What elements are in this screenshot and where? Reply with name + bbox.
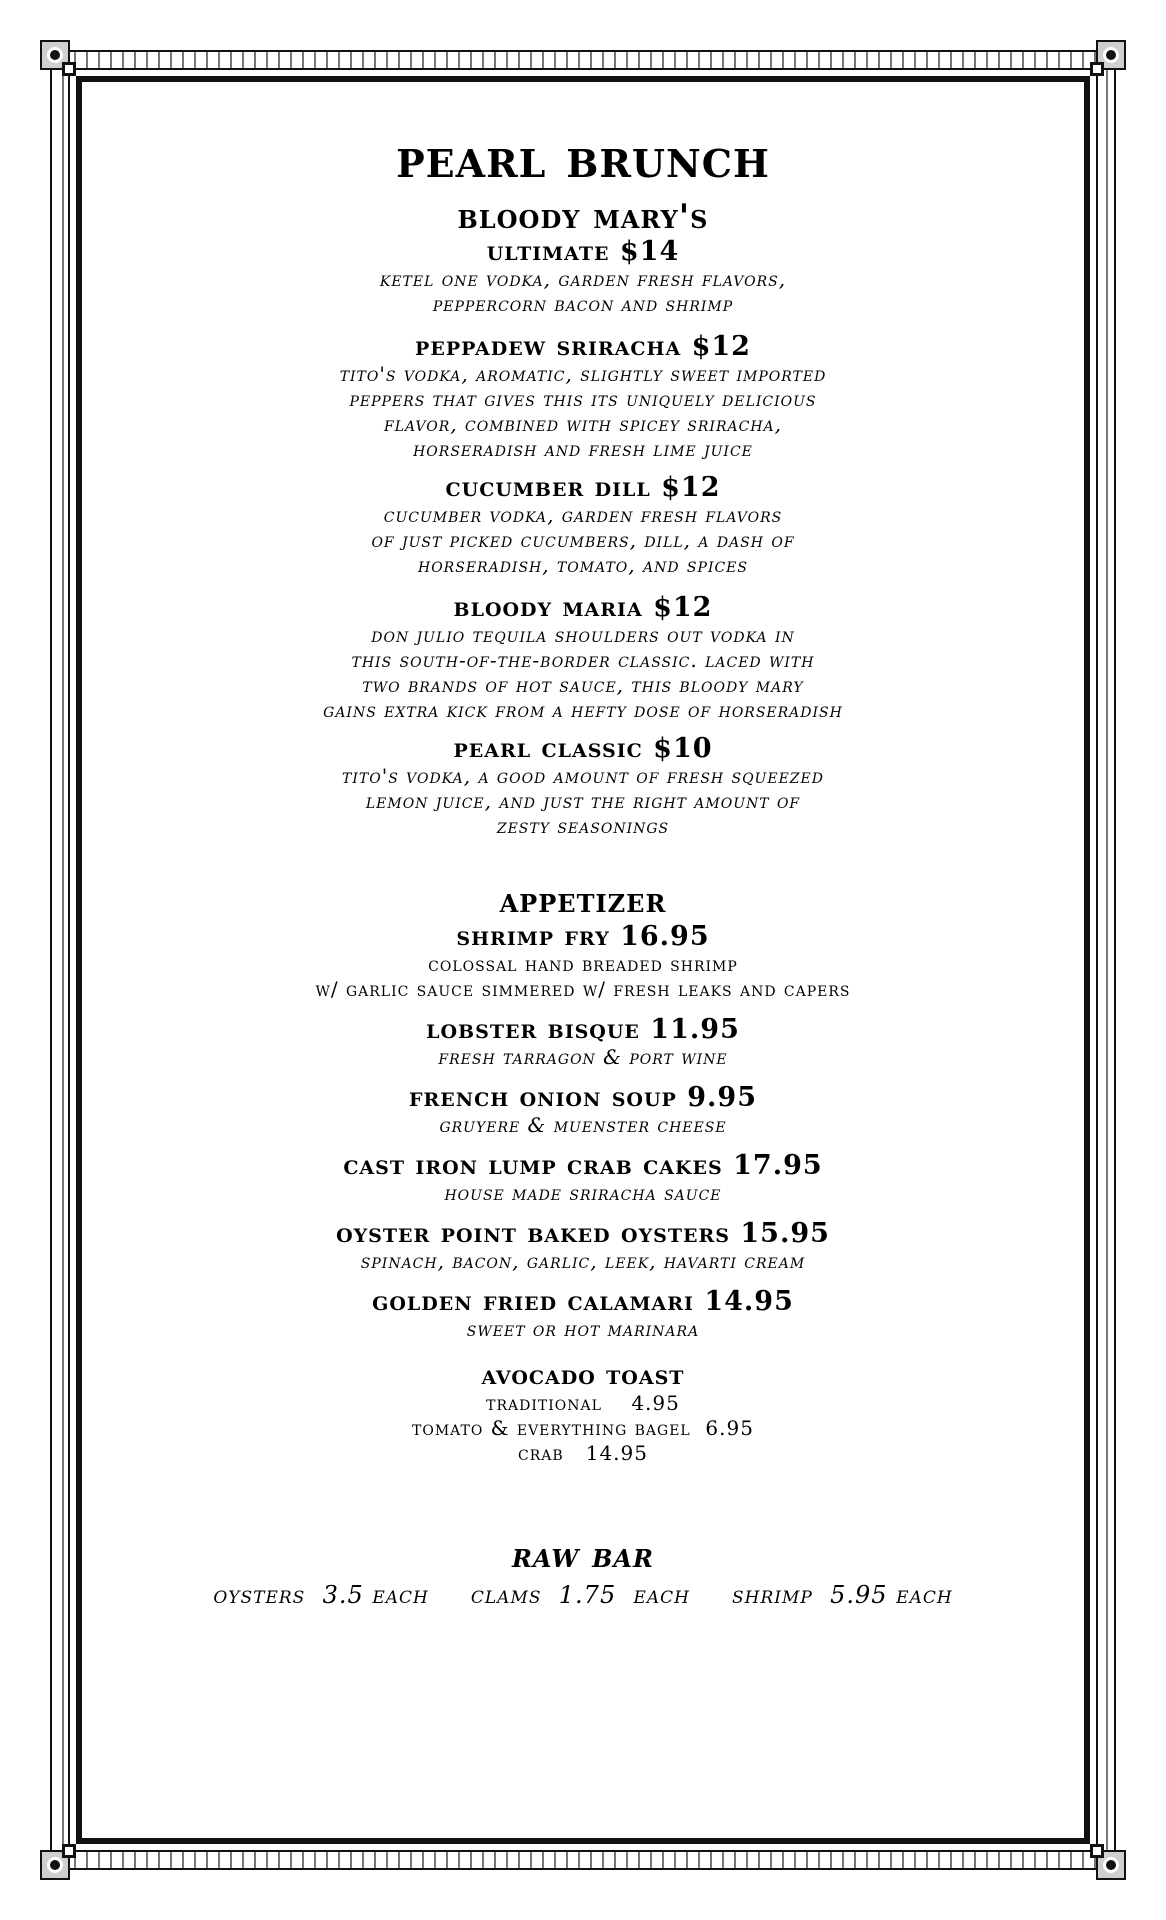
menu-item xyxy=(100,472,1066,578)
bloody-marys-section xyxy=(100,196,1066,840)
menu-item xyxy=(100,921,1066,1002)
menu-item-description-line: sweet or hot marinara xyxy=(466,1316,700,1341)
menu-item-description-line: fresh tarragon & port wine xyxy=(438,1044,728,1069)
menu-item-description-line: gruyere & muenster cheese xyxy=(439,1112,727,1137)
section-heading-raw-bar: raw bar xyxy=(511,1536,654,1577)
menu-item-description-line: flavor, combined with spicey sriracha, xyxy=(383,412,782,437)
menu-item xyxy=(100,1014,1066,1070)
appetizer-section xyxy=(100,883,1066,1466)
menu-item-name: oyster point baked oysters 15.95 xyxy=(336,1217,830,1249)
menu-item-name: pearl classic $10 xyxy=(453,733,713,765)
menu-item-option-line: traditional 4.95 xyxy=(486,1391,680,1416)
section-heading-appetizer: appetizer xyxy=(499,881,667,922)
raw-bar-item-clams: clams 1.75 each xyxy=(470,1581,690,1610)
menu-item-name: shrimp fry 16.95 xyxy=(456,920,710,952)
menu-item-name: cast iron lump crab cakes 17.95 xyxy=(343,1149,823,1181)
menu-item-description-line: tito's vodka, aromatic, slightly sweet imported xyxy=(339,362,827,387)
menu-item-name: peppadew sriracha $12 xyxy=(415,331,751,363)
corner-ornament-bottom-right xyxy=(1082,1836,1126,1880)
menu-item xyxy=(100,592,1066,723)
menu-item-name: lobster bisque 11.95 xyxy=(426,1013,740,1045)
menu-item-option-line: tomato & everything bagel 6.95 xyxy=(412,1416,754,1441)
menu-item-description-line: peppercorn bacon and shrimp xyxy=(432,292,734,317)
menu-item xyxy=(100,1360,1066,1466)
menu-item xyxy=(100,236,1066,317)
menu-item-name: bloody maria $12 xyxy=(453,592,713,624)
menu-item xyxy=(100,733,1066,839)
menu-item-description-line: gains extra kick from a hefty dose of horseradish xyxy=(323,698,843,723)
menu-item-description-line: tito's vodka, a good amount of fresh squeezed xyxy=(342,764,824,789)
menu-item-description-line: house made sriracha sauce xyxy=(444,1180,722,1205)
menu-item xyxy=(100,1150,1066,1206)
menu-content xyxy=(100,120,1066,1609)
menu-item-description-line: peppers that gives this its uniquely delicious xyxy=(349,387,817,412)
menu-item-name: ultimate $14 xyxy=(486,236,680,268)
menu-title: pearl brunch xyxy=(396,126,770,190)
raw-bar-items xyxy=(100,1581,1066,1609)
menu-item xyxy=(100,1082,1066,1138)
menu-item-description-line: w/ garlic sauce simmered w/ fresh leaks and capers xyxy=(315,976,851,1001)
menu-item-description-line: cucumber vodka, garden fresh flavors xyxy=(383,503,783,528)
menu-item-name: cucumber dill $12 xyxy=(445,472,721,504)
raw-bar-section xyxy=(100,1538,1066,1609)
menu-item-description-line: of just picked cucumbers, dill, a dash of xyxy=(371,528,795,553)
corner-ornament-top-left xyxy=(40,40,84,84)
raw-bar-item-oysters: oysters 3.5 each xyxy=(213,1581,429,1610)
menu-item xyxy=(100,1218,1066,1274)
menu-item-description-line: don julio tequila shoulders out vodka in xyxy=(371,623,795,648)
menu-item-name: avocado toast xyxy=(481,1359,685,1391)
menu-item-description-line: lemon juice, and just the right amount of xyxy=(365,789,801,814)
raw-bar-item-shrimp: shrimp 5.95 each xyxy=(732,1581,953,1610)
menu-item-description-line: spinach, bacon, garlic, leek, havarti cream xyxy=(360,1248,806,1273)
corner-ornament-bottom-left xyxy=(40,1836,84,1880)
menu-item-description-line: horseradish, tomato, and spices xyxy=(418,553,748,578)
corner-ornament-top-right xyxy=(1082,40,1126,84)
menu-item-name: golden fried calamari 14.95 xyxy=(372,1285,794,1317)
menu-item-description-line: two brands of hot sauce, this bloody mary xyxy=(362,673,804,698)
menu-item-description-line: this south-of-the-border classic. laced with xyxy=(351,648,815,673)
menu-item-name: french onion soup 9.95 xyxy=(408,1081,757,1113)
menu-item-description-line: horseradish and fresh lime juice xyxy=(413,437,753,462)
menu-item xyxy=(100,331,1066,462)
menu-item xyxy=(100,1286,1066,1342)
menu-item-description-line: colossal hand breaded shrimp xyxy=(428,951,738,976)
menu-item-description-line: zesty seasonings xyxy=(496,814,670,839)
menu-item-description-line: ketel one vodka, garden fresh flavors, xyxy=(379,267,787,292)
section-heading-bloody-marys: bloody mary's xyxy=(457,196,709,237)
menu-item-option-line: crab 14.95 xyxy=(518,1441,648,1466)
